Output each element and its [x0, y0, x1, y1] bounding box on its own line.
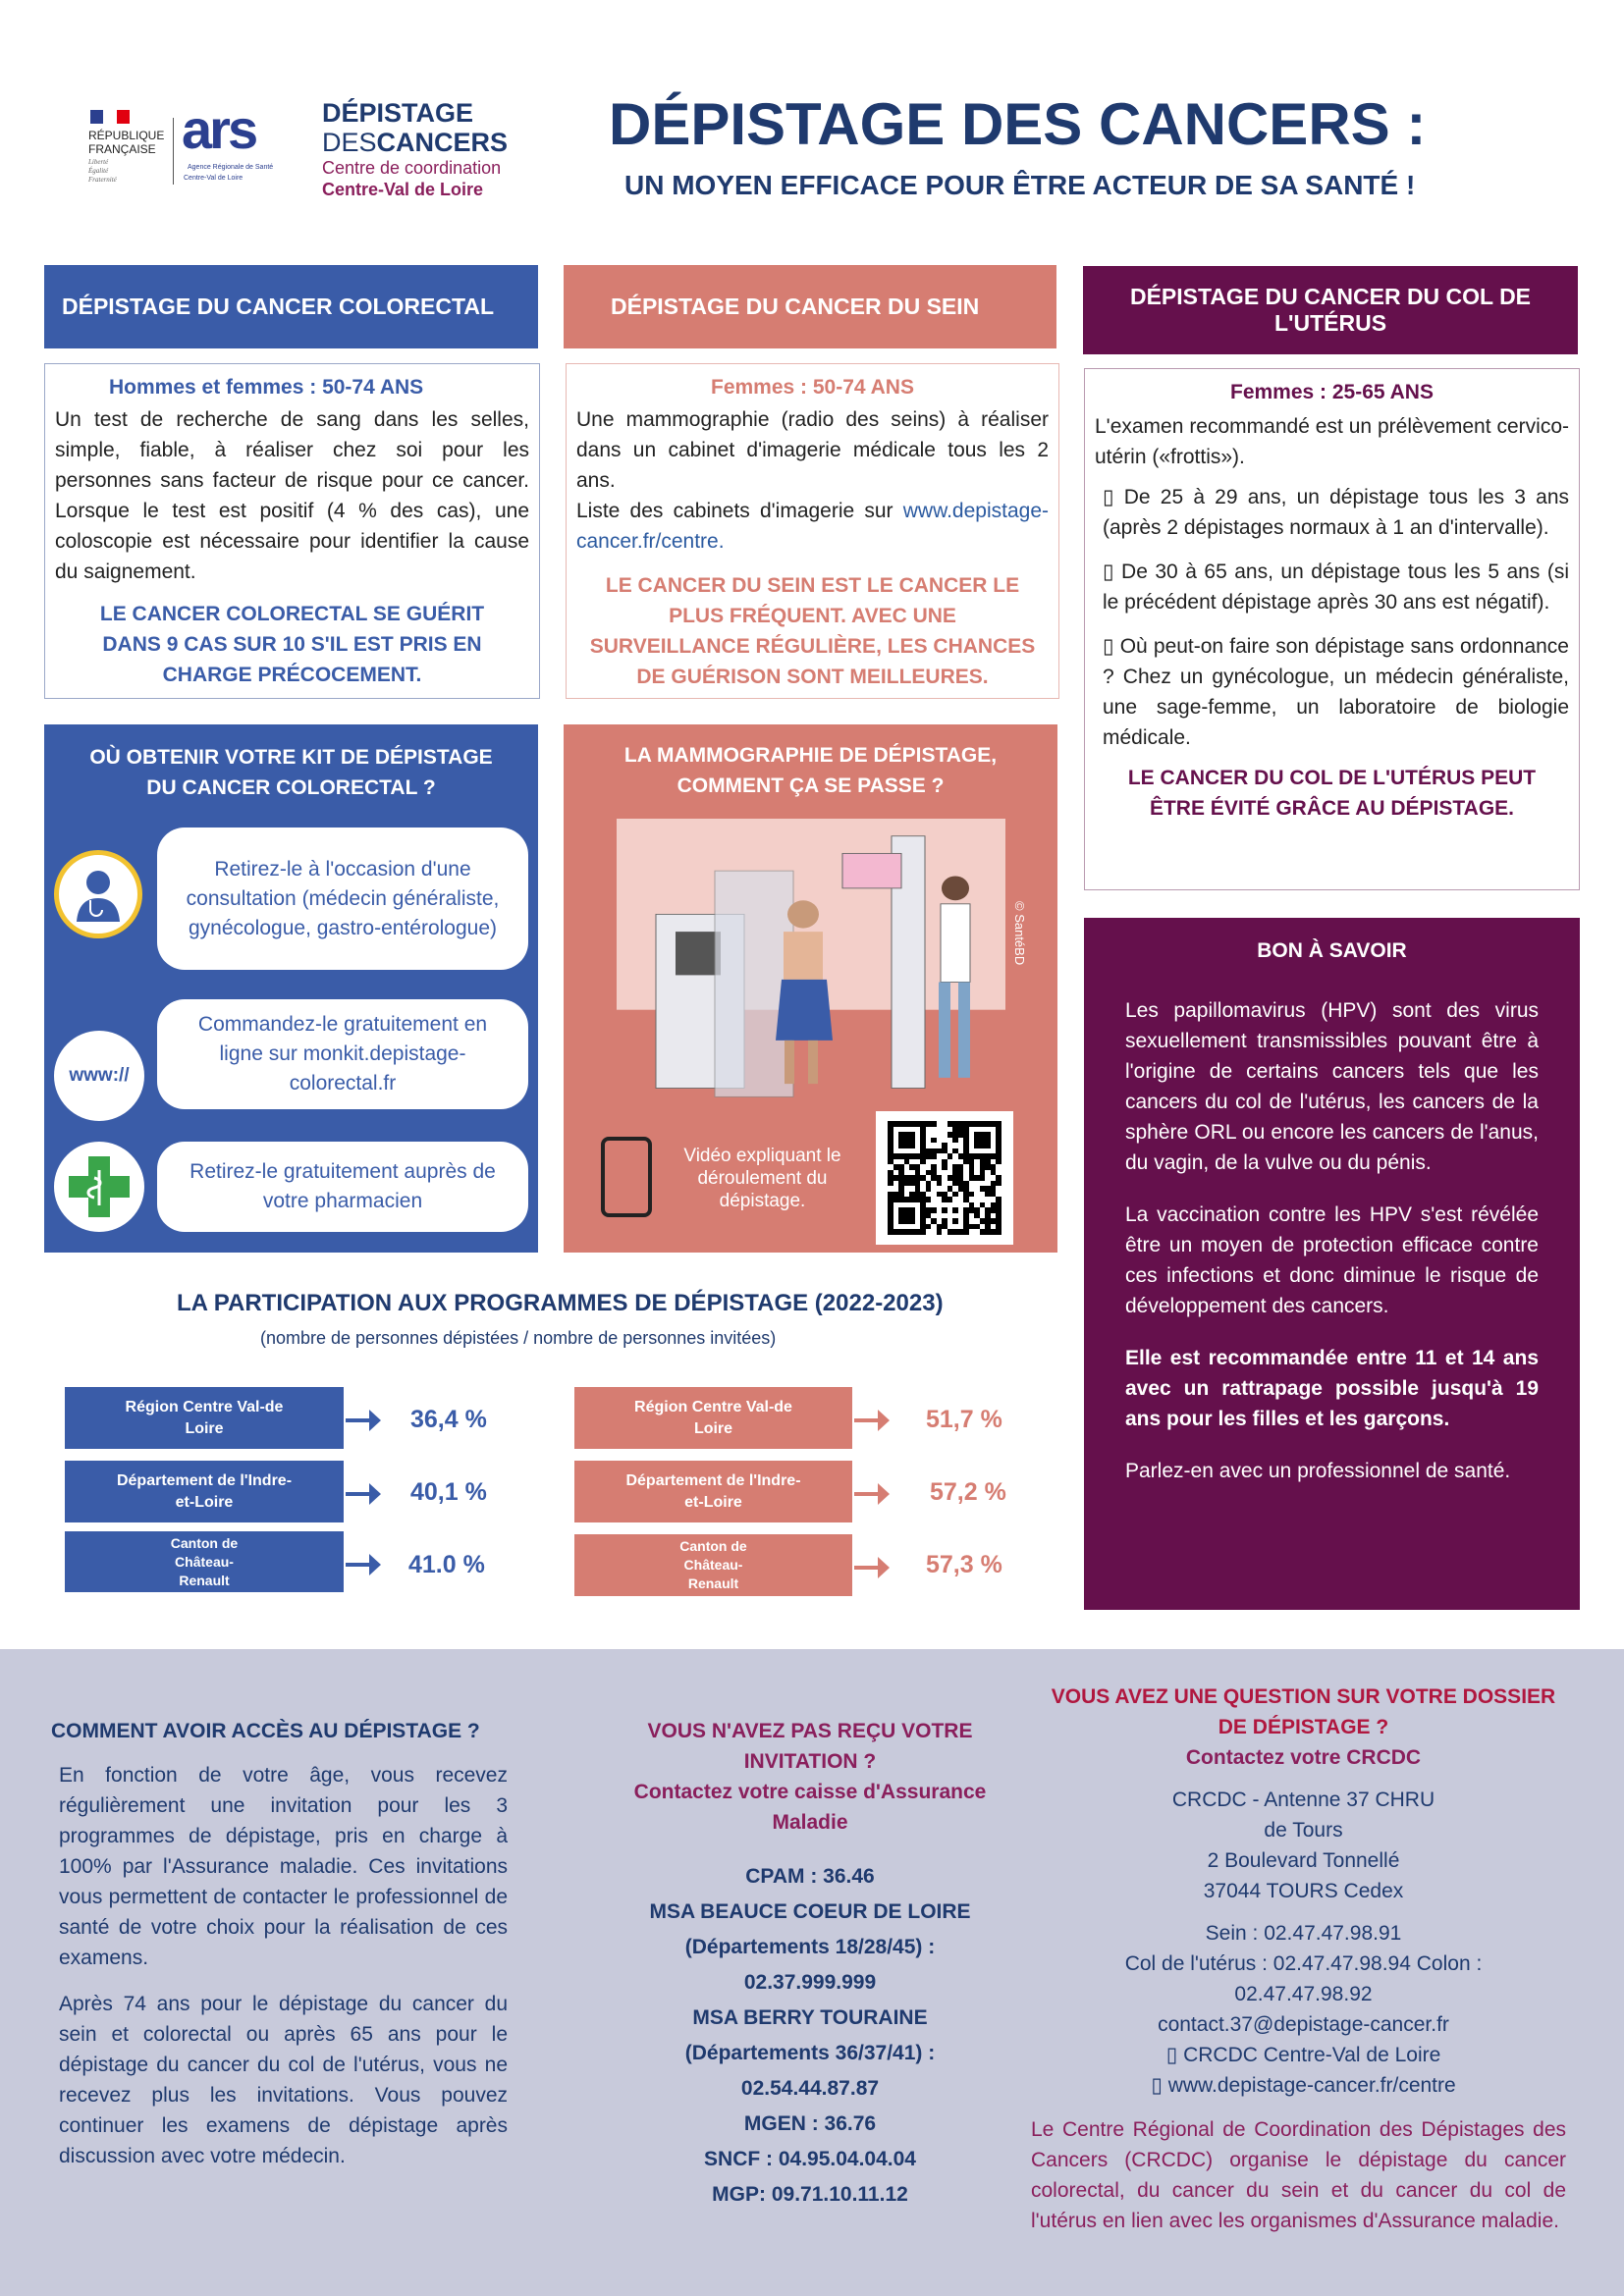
kit-box: OÙ OBTENIR VOTRE KIT DE DÉPISTAGE DU CANCER COLORECTAL ? Retirez-le à l'occasion d'une consultation (médecin généraliste, gynécologue, gastro-entérologue) www:// Commandez-le gratuitement en ligne sur monkit.depistage-colorectal.fr Retirez-le gratuitement auprès de votre pharmacien — [44, 724, 538, 1253]
logo-depistage-cancers: DÉPISTAGE DESCANCERS Centre de coordination Centre-Val de Loire — [322, 98, 509, 199]
row-label: Région Centre Val-de Loire — [65, 1387, 344, 1449]
email-link[interactable]: contact.37@depistage-cancer.fr — [1158, 2013, 1449, 2036]
colorectal-rate: 41.0 % — [408, 1551, 485, 1578]
mammo-title: LA MAMMOGRAPHIE DE DÉPISTAGE, COMMENT ÇA SE PASSE ? — [623, 744, 998, 797]
qr-code[interactable] — [876, 1111, 1013, 1245]
logo-republique: RÉPUBLIQUE FRANÇAISE Liberté Égalité Fraternité — [88, 110, 169, 185]
sein-rate: 51,7 % — [926, 1406, 1002, 1433]
participation-subtitle: (nombre de personnes dépistées / nombre de personnes invitées) — [260, 1328, 777, 1348]
row-label: Département de l'Indre-et-Loire — [574, 1461, 852, 1522]
globe-icon: ▯ — [1151, 2074, 1168, 2097]
colorectal-info: Hommes et femmes : 50-74 ANS Un test de recherche de sang dans les selles, simple, fiable, à réaliser chez soi pour les personnes sans facteur de risque pour ce cancer. Lorsque le test est positif (4 % des cas), une coloscopie est nécessaire pour identifier la cause du saignement. LE CANCER COLORECTAL SE GUÉRIT DANS 9 CAS SUR 10 S'IL EST PRIS EN CHARGE PRÉCOCEMENT. — [44, 363, 540, 699]
bullet-icon: ▯ — [1103, 635, 1120, 658]
acces-section: COMMENT AVOIR ACCÈS AU DÉPISTAGE ? En fonction de votre âge, vous recevez régulièrement une invitation pour les 3 programmes de dépistage, pris en charge à 100% par l'Assurance maladie. Ces invitations vous permettent de contacter le professionnel de santé de votre choix pour la réalisation de ces examens. Après 74 ans pour le dépistage du cancer du sein et colorectal ou après 65 ans pour le dépistage du cancer du col de l'utérus, vous ne recevez plus les invitations. Vous pouvez continuer les examens de dépistage après discussion avec votre médecin. — [51, 1720, 508, 2167]
colorectal-rate: 40,1 % — [410, 1478, 487, 1506]
mammo-box — [564, 724, 1057, 1253]
imagerie-link[interactable]: www.depistage-cancer.fr/centre. — [576, 500, 1049, 553]
bullet-icon: ▯ — [1103, 486, 1124, 508]
row-label: Département de l'Indre-et-Loire — [65, 1461, 344, 1522]
facebook-link[interactable]: CRCDC Centre-Val de Loire — [1183, 2044, 1441, 2066]
divider — [173, 118, 174, 185]
colorectal-rate: 36,4 % — [410, 1406, 487, 1433]
participation-title: LA PARTICIPATION AUX PROGRAMMES DE DÉPISTAGE (2022-2023) — [177, 1290, 944, 1316]
sein-rate: 57,3 % — [926, 1551, 1002, 1578]
doctor-icon — [54, 850, 142, 938]
flag-icon — [90, 110, 130, 124]
question-section: VOUS AVEZ UNE QUESTION SUR VOTRE DOSSIER DE DÉPISTAGE ? Contactez votre CRCDC CRCDC - Antenne 37 CHRU de Tours 2 Boulevard Tonnellé 37044 TOURS Cedex Sein : 02.47.47.98.91 Col de l'utérus : 02.47.47.98.94 Colon : 02.47.47.98.92 contact.37@depistage-cancer.fr ▯ CRCDC Centre-Val de Loire ▯ www.depistage-cancer.fr/centre Le Centre Régional de Coordination des Dépistages des Cancers (CRCDC) organise le dépistage du cancer colorectal, du cancer du sein et du cancer du col de l'utérus en lien avec les organismes d'Assurance maladie. — [1031, 1685, 1566, 2232]
bullet-icon: ▯ — [1103, 561, 1122, 583]
qr-module — [996, 1229, 1001, 1235]
bon-a-savoir-box: BON À SAVOIR Les papillomavirus (HPV) sont des virus sexuellement transmissibles pouvant être à l'origine de certains cancers tels que les cancers du col de l'utérus, les cancers de la sphère ORL ou encore les cancers de l'anus, du vagin, de la vulve ou du pénis. La vaccination contre les HPV s'est révélée être un moyen de protection efficace contre ces infections et donc diminue le risque de développement des cancers. Elle est recommandée entre 11 et 14 ans avec un rattrapage possible jusqu'à 19 ans pour les filles et les garçons. Parlez-en avec un professionnel de santé. — [1084, 918, 1580, 1610]
page-subtitle: UN MOYEN EFFICACE POUR ÊTRE ACTEUR DE SA SANTÉ ! — [624, 170, 1416, 200]
kit-pharmacy: Retirez-le gratuitement auprès de votre pharmacien — [157, 1142, 528, 1232]
kit-consultation: Retirez-le à l'occasion d'une consultation (médecin généraliste, gynécologue, gastro-entérologue) — [157, 828, 528, 970]
arrow-icon — [854, 1418, 884, 1422]
row-label: Canton de Château-Renault — [65, 1531, 344, 1592]
logo-ars: ars Agence Régionale de Santé Centre-Val de Loire — [182, 102, 274, 182]
page-title: DÉPISTAGE DES CANCERS : — [609, 91, 1427, 157]
website-link[interactable]: www.depistage-cancer.fr/centre — [1167, 2074, 1456, 2097]
monkit-link[interactable]: monkit.depistage-colorectal.fr — [289, 1042, 466, 1095]
sein-rate: 57,2 % — [930, 1478, 1006, 1506]
kit-online: Commandez-le gratuitement en ligne sur monkit.depistage-colorectal.fr — [157, 999, 528, 1109]
arrow-icon — [346, 1418, 375, 1422]
facebook-icon: ▯ — [1165, 2044, 1184, 2066]
row-label: Région Centre Val-de Loire — [574, 1387, 852, 1449]
sein-info: Femmes : 50-74 ANS Une mammographie (radio des seins) à réaliser dans un cabinet d'imagerie médicale tous les 2 ans. Liste des cabinets d'imagerie sur www.depistage-cancer.fr/centre. LE CANCER DU SEIN EST LE CANCER LE PLUS FRÉQUENT. AVEC UNE SURVEILLANCE RÉGULIÈRE, LES CHANCES DE GUÉRISON SONT MEILLEURES. — [566, 363, 1059, 699]
video-caption: Vidéo expliquant le déroulement du dépistage. — [683, 1146, 841, 1211]
colorectal-header: DÉPISTAGE DU CANCER COLORECTAL — [44, 265, 538, 348]
arrow-icon — [346, 1492, 375, 1496]
row-label: Canton de Château-Renault — [574, 1534, 852, 1596]
uterus-header: DÉPISTAGE DU CANCER DU COL DE L'UTÉRUS — [1083, 266, 1578, 354]
invitation-section: VOUS N'AVEZ PAS REÇU VOTRE INVITATION ? Contactez votre caisse d'Assurance Maladie CPAM : 36.46 MSA BEAUCE COEUR DE LOIRE (Départements 18/28/45) : 02.37.999.999 MSA BERRY TOURAINE (Départements 36/37/41) : 02.54.44.87.87 MGEN : 36.76 SNCF : 04.95.04.04.04 MGP: 09.71.10.11.12 — [633, 1720, 987, 2206]
uterus-info: Femmes : 25-65 ANS L'examen recommandé est un prélèvement cervico-utérin («frottis»). ▯ De 25 à 29 ans, un dépistage tous les 3 ans (après 2 dépistages normaux à 1 an d'intervalle). ▯ De 30 à 65 ans, un dépistage tous les 5 ans (si le précédent dépistage après 30 ans est négatif). ▯ Où peut-on faire son dépistage sans ordonnance ? Chez un gynécologue, un médecin généraliste, une sage-femme, un laboratoire de biologie médicale. LE CANCER DU COL DE L'UTÉRUS PEUT ÊTRE ÉVITÉ GRÂCE AU DÉPISTAGE. — [1084, 368, 1580, 890]
mammography-illustration — [617, 819, 1005, 1107]
arrow-icon — [854, 1492, 884, 1496]
arrow-icon — [346, 1563, 375, 1567]
www-icon: www:// — [54, 1031, 144, 1121]
smartphone-icon — [601, 1137, 652, 1217]
arrow-icon — [854, 1566, 884, 1570]
image-credit: © SantéBD — [1012, 901, 1027, 966]
pharmacy-cross-icon — [54, 1142, 144, 1232]
sein-header: DÉPISTAGE DU CANCER DU SEIN — [564, 265, 1056, 348]
